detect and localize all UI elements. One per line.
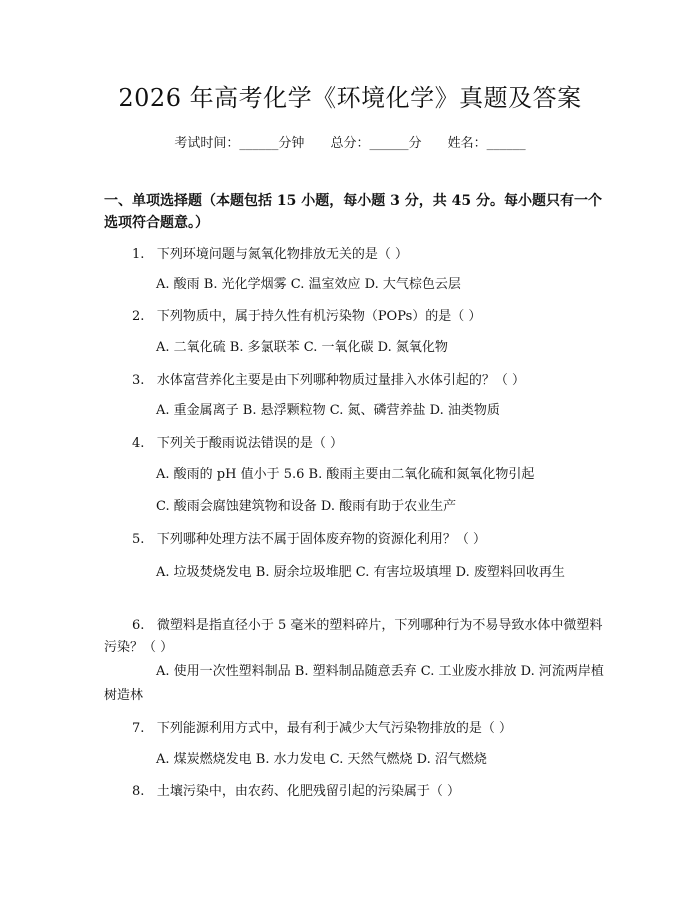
question-text: 下列环境问题与氮氧化物排放无关的是（ ）	[156, 247, 408, 262]
question-text: 下列能源利用方式中，最有利于减少大气污染物排放的是（ ）	[156, 721, 512, 736]
question-number: 6.	[132, 618, 145, 633]
question-1-options: A. 酸雨 B. 光化学烟雾 C. 温室效应 D. 大气棕色云层	[156, 277, 461, 292]
question-text: 下列哪种处理方法不属于固体废弃物的资源化利用？（ ）	[156, 532, 486, 547]
question-4	[104, 433, 604, 455]
question-text: 土壤污染中，由农药、化肥残留引起的污染属于（ ）	[156, 784, 460, 799]
question-4-options-b: C. 酸雨会腐蚀建筑物和设备 D. 酸雨有助于农业生产	[156, 499, 457, 514]
question-number: 4.	[132, 436, 145, 451]
question-number: 2.	[132, 309, 145, 324]
question-8	[104, 781, 604, 803]
question-1	[104, 244, 604, 266]
question-7	[104, 718, 604, 740]
section-heading: 一、单项选择题（本题包括 15 小题，每小题 3 分，共 45 分。每小题只有一个选项符合题意。）	[104, 193, 602, 231]
question-3	[104, 370, 604, 392]
question-number: 7.	[132, 721, 145, 736]
question-number: 5.	[132, 532, 145, 547]
question-text: 微塑料是指直径小于 5 毫米的塑料碎片，下列哪种行为不易导致水体中微塑料污染？（ ）	[104, 618, 603, 655]
question-6	[104, 615, 604, 659]
question-number: 3.	[132, 373, 145, 388]
exam-time: 考试时间：______分钟	[174, 136, 305, 151]
question-text: 水体富营养化主要是由下列哪种物质过量排入水体引起的？（ ）	[156, 373, 525, 388]
question-2-options: A. 二氧化硫 B. 多氯联苯 C. 一氧化碳 D. 氮氧化物	[156, 340, 448, 355]
student-name: 姓名：______	[447, 136, 526, 151]
question-stem	[104, 721, 512, 736]
question-stem	[104, 436, 343, 451]
question-3-options: A. 重金属离子 B. 悬浮颗粒物 C. 氮、磷营养盐 D. 油类物质	[156, 403, 500, 418]
question-number: 8.	[132, 784, 145, 799]
question-stem	[104, 784, 460, 799]
question-2	[104, 306, 604, 328]
question-5	[104, 529, 604, 551]
question-7-options: A. 煤炭燃烧发电 B. 水力发电 C. 天然气燃烧 D. 沼气燃烧	[156, 752, 487, 767]
question-stem	[104, 247, 408, 262]
question-text: 下列物质中，属于持久性有机污染物（POPs）的是（ ）	[156, 309, 482, 324]
question-stem	[104, 373, 525, 388]
question-number: 1.	[132, 247, 145, 262]
question-stem	[104, 309, 481, 324]
exam-title: 2026 年高考化学《环境化学》真题及答案	[118, 84, 582, 112]
exam-total-score: 总分：______分	[330, 136, 422, 151]
question-5-options: A. 垃圾焚烧发电 B. 厨余垃圾堆肥 C. 有害垃圾填埋 D. 废塑料回收再生	[156, 565, 565, 580]
question-4-options-a: A. 酸雨的 pH 值小于 5.6 B. 酸雨主要由二氧化硫和氮氧化物引起	[156, 467, 535, 482]
question-stem	[104, 532, 486, 547]
exam-meta	[0, 132, 700, 151]
question-text: 下列关于酸雨说法错误的是（ ）	[156, 436, 343, 451]
question-6-options: A. 使用一次性塑料制品 B. 塑料制品随意丢弃 C. 工业废水排放 D. 河流两岸植树造林	[104, 664, 604, 703]
